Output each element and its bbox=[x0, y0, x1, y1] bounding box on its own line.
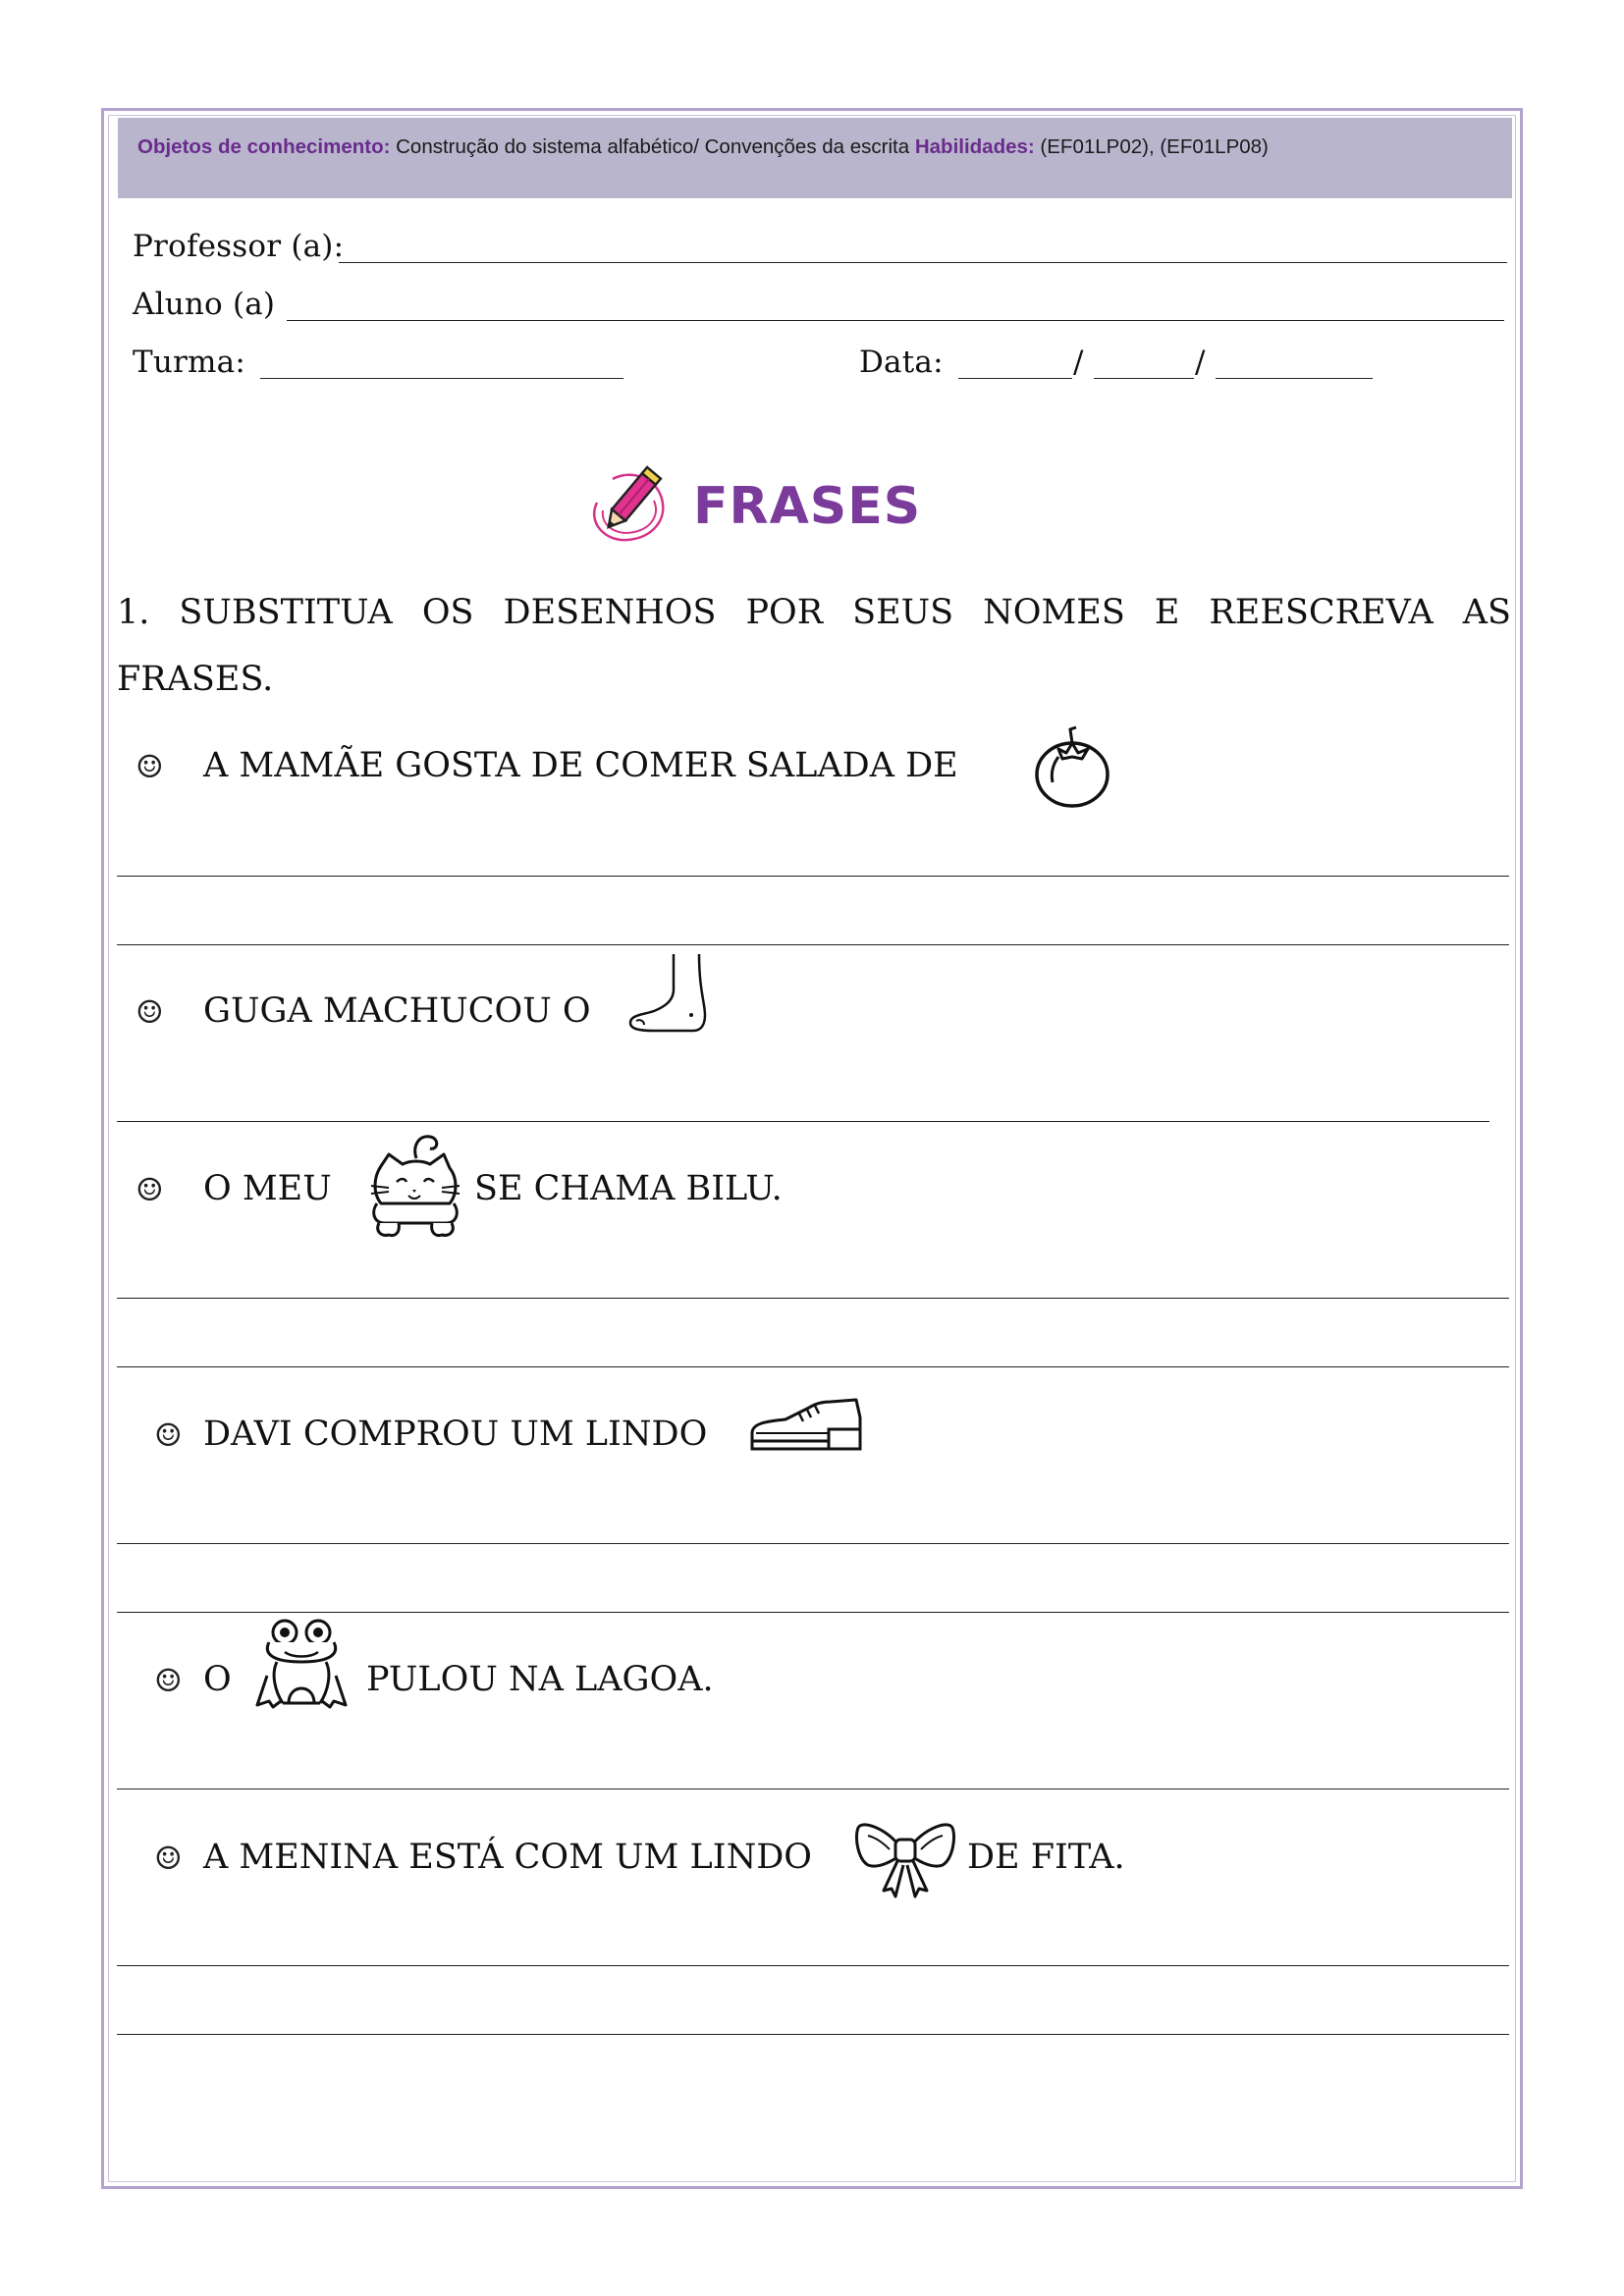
habilidades-label: Habilidades: bbox=[914, 135, 1035, 158]
frog-icon bbox=[253, 1615, 350, 1711]
smiley-bullet: ☺ bbox=[135, 748, 164, 785]
smiley-bullet: ☺ bbox=[154, 1416, 183, 1454]
turma-line[interactable] bbox=[260, 378, 623, 379]
data-sep-1: / bbox=[1073, 345, 1084, 380]
data-day-line[interactable] bbox=[958, 378, 1072, 379]
data-month-line[interactable] bbox=[1094, 378, 1194, 379]
smiley-bullet: ☺ bbox=[154, 1840, 183, 1877]
objetos-value: Construção do sistema alfabético/ Convenções da escrita bbox=[390, 135, 915, 158]
objetos-label: Objetos de conhecimento: bbox=[137, 135, 391, 158]
shoe-icon bbox=[746, 1394, 870, 1457]
sentence-6-text-a: A MENINA ESTÁ COM UM LINDO bbox=[203, 1838, 812, 1877]
cat-icon bbox=[363, 1129, 467, 1245]
answer-line[interactable] bbox=[117, 2034, 1509, 2035]
sentence-2-text: GUGA MACHUCOU O bbox=[203, 991, 591, 1031]
turma-label: Turma: bbox=[133, 345, 245, 380]
page-frame bbox=[101, 108, 1523, 2189]
data-label: Data: bbox=[859, 345, 944, 380]
sentence-6-text-b: DE FITA. bbox=[967, 1838, 1125, 1877]
bow-icon bbox=[854, 1814, 956, 1900]
title-block bbox=[577, 459, 970, 548]
pencil-icon bbox=[583, 463, 672, 546]
sentence-4-text: DAVI COMPROU UM LINDO bbox=[203, 1415, 708, 1454]
habilidades-value: (EF01LP02), (EF01LP08) bbox=[1034, 135, 1269, 158]
page-title: FRASES bbox=[693, 477, 922, 536]
answer-line[interactable] bbox=[117, 1612, 1509, 1613]
smiley-bullet: ☺ bbox=[135, 993, 164, 1031]
answer-line[interactable] bbox=[117, 1965, 1509, 1966]
professor-label: Professor (a): bbox=[133, 229, 345, 264]
sentence-3-text-a: O MEU bbox=[203, 1169, 332, 1208]
sentence-3-text-b: SE CHAMA BILU. bbox=[474, 1169, 783, 1208]
smiley-bullet: ☺ bbox=[154, 1662, 183, 1699]
smiley-bullet: ☺ bbox=[135, 1171, 164, 1208]
sentence-5-text-b: PULOU NA LAGOA. bbox=[366, 1660, 714, 1699]
answer-line[interactable] bbox=[117, 876, 1509, 877]
answer-line[interactable] bbox=[117, 1121, 1489, 1122]
answer-line[interactable] bbox=[117, 1543, 1509, 1544]
answer-line[interactable] bbox=[117, 1366, 1509, 1367]
sentence-1-text: A MAMÃE GOSTA DE COMER SALADA DE bbox=[203, 746, 958, 785]
data-year-line[interactable] bbox=[1216, 378, 1373, 379]
foot-icon bbox=[624, 950, 713, 1035]
tomato-icon bbox=[1031, 721, 1113, 810]
aluno-label: Aluno (a) bbox=[133, 287, 276, 322]
sentence-5-text-a: O bbox=[203, 1660, 232, 1699]
professor-line[interactable] bbox=[339, 262, 1507, 263]
instruction-text: 1. SUBSTITUA OS DESENHOS POR SEUS NOMES E REESCREVA AS FRASES. bbox=[117, 593, 1511, 699]
header-bar bbox=[118, 118, 1512, 198]
data-sep-2: / bbox=[1195, 345, 1206, 380]
answer-line[interactable] bbox=[117, 1298, 1509, 1299]
answer-line[interactable] bbox=[117, 944, 1509, 945]
aluno-line[interactable] bbox=[287, 320, 1504, 321]
